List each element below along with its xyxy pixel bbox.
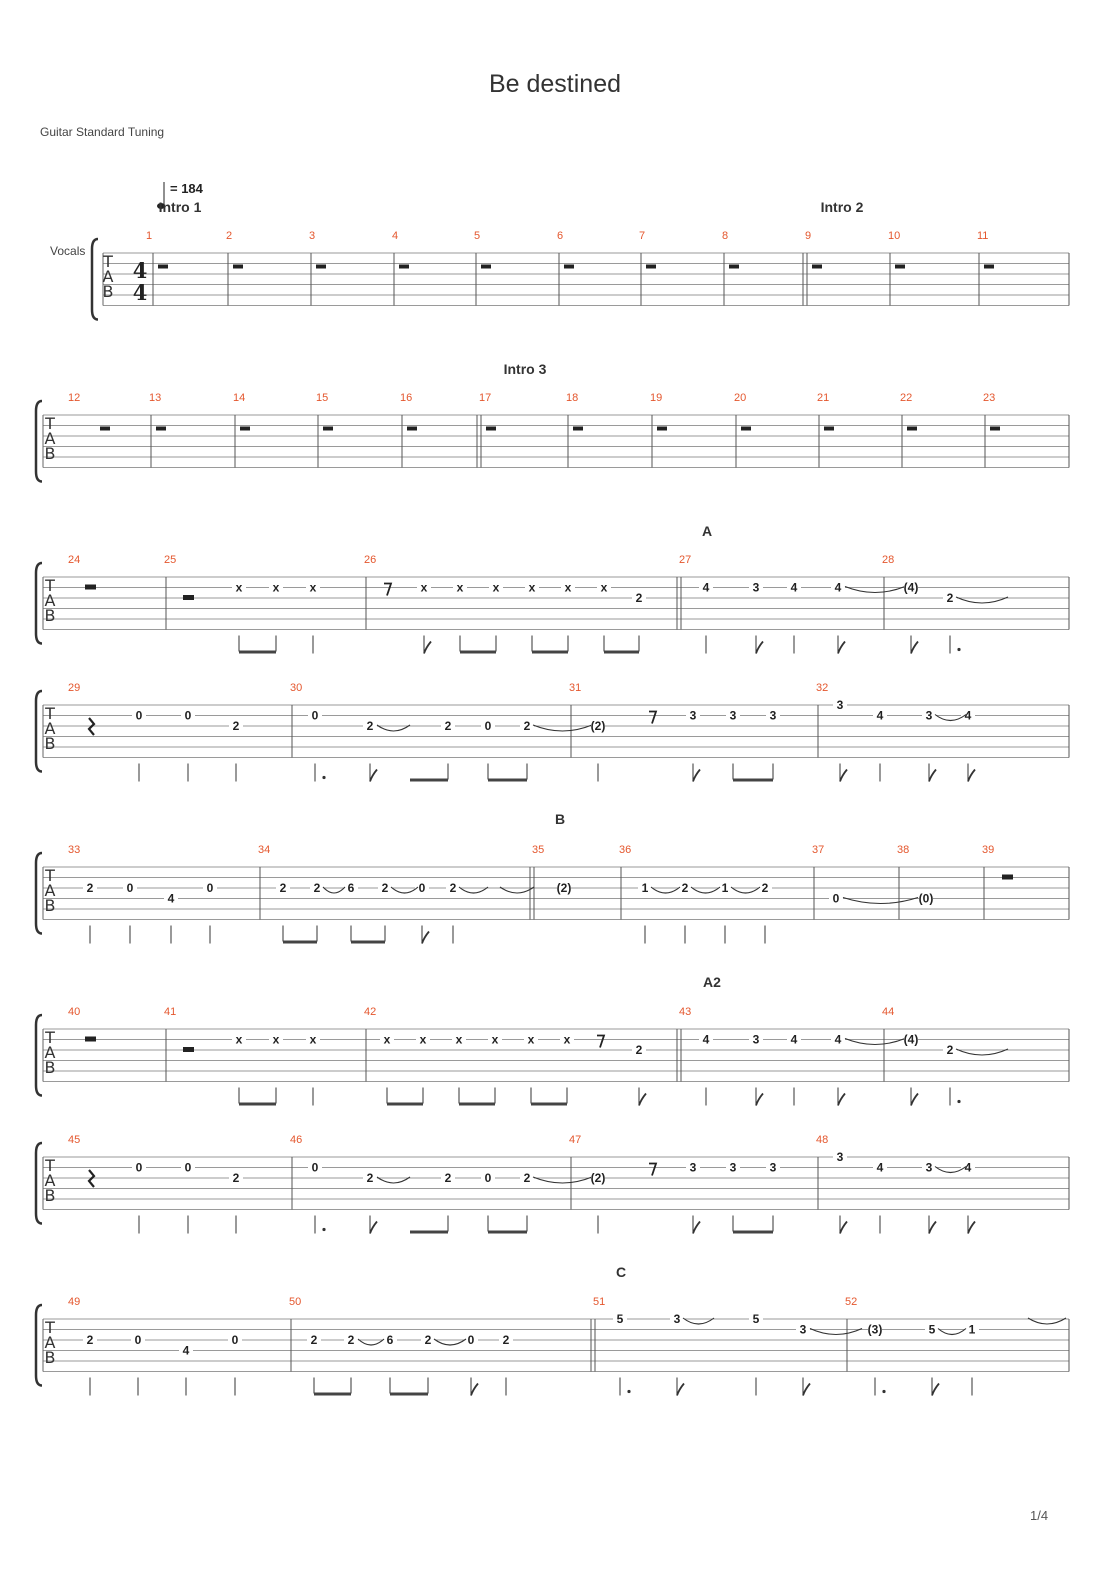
fret-number: x	[309, 580, 317, 595]
measure-number: 20	[734, 392, 747, 404]
whole-rest	[573, 427, 583, 431]
whole-rest	[481, 265, 491, 269]
section-marker: Intro 3	[503, 361, 547, 377]
tab-clef-letter: A	[44, 591, 56, 610]
fret-number: x	[272, 580, 280, 595]
system-bracket	[36, 691, 42, 772]
fret-number: 1	[641, 881, 649, 895]
tab-clef-letter: A	[44, 1043, 56, 1062]
eighth-rest	[597, 1036, 604, 1048]
dot	[322, 1228, 325, 1231]
eighth-flag	[424, 642, 431, 654]
fret-number: 3	[689, 708, 697, 723]
eighth-rest	[649, 712, 656, 724]
measure-number: 16	[400, 392, 413, 404]
beam	[531, 1103, 567, 1106]
tab-clef-letter: B	[44, 1348, 56, 1367]
measure-number: 9	[805, 230, 812, 242]
fret-number: 0	[418, 881, 426, 895]
fret-number: 0	[206, 881, 214, 895]
fret-number: 5	[928, 1322, 936, 1337]
measure-number: 8	[722, 230, 729, 242]
fret-number: 2	[347, 1333, 355, 1347]
whole-rest	[399, 265, 409, 269]
eighth-flag	[422, 932, 429, 944]
measure-number: 1	[146, 230, 153, 242]
fret-number: 2	[86, 1333, 94, 1347]
measure-number: 25	[164, 554, 177, 566]
measure-number: 27	[679, 554, 692, 566]
beam	[283, 941, 317, 944]
fret-number: 0	[126, 881, 134, 895]
tab-clef-letter: B	[44, 896, 56, 915]
measure-number: 17	[479, 392, 492, 404]
fret-number: 2	[946, 1043, 954, 1057]
measure-number: 35	[532, 844, 545, 856]
section-marker: Intro 2	[820, 199, 864, 215]
whole-rest	[407, 427, 417, 431]
system-bracket	[36, 1305, 42, 1386]
whole-rest	[100, 427, 110, 431]
measure-number: 15	[316, 392, 329, 404]
measure-number: 7	[639, 230, 646, 242]
eighth-flag	[756, 1094, 763, 1106]
fret-number: 2	[313, 881, 321, 895]
fret-number: 4	[790, 1032, 798, 1047]
measure-number: 12	[68, 392, 81, 404]
fret-number: 0	[231, 1333, 239, 1347]
system-bracket	[36, 1015, 42, 1096]
eighth-flag	[968, 770, 975, 782]
dot	[957, 1100, 960, 1103]
fret-number: 2	[635, 1043, 643, 1057]
measure-number: 50	[289, 1296, 302, 1308]
whole-rest	[907, 427, 917, 431]
fret-number: 0	[134, 1333, 142, 1347]
measure-number: 44	[882, 1006, 895, 1018]
fret-number: 2	[523, 1171, 531, 1185]
measure-number: 38	[897, 844, 910, 856]
measure-number: 24	[68, 554, 81, 566]
fret-number: 0	[135, 708, 143, 723]
measure-number: 18	[566, 392, 579, 404]
fret-number: x	[235, 580, 243, 595]
fret-number: x	[419, 1032, 427, 1047]
whole-rest	[240, 427, 250, 431]
eighth-flag	[929, 770, 936, 782]
whole-rest	[657, 427, 667, 431]
fret-number: x	[492, 580, 500, 595]
fret-number: 2	[366, 1171, 374, 1185]
measure-number: 4	[392, 230, 399, 242]
fret-number: 3	[836, 1150, 844, 1164]
eighth-flag	[968, 1222, 975, 1234]
fret-number: 0	[311, 708, 319, 723]
eighth-flag	[911, 1094, 918, 1106]
tab-clef-letter: B	[44, 1186, 56, 1205]
tab-clef-letter: A	[44, 1333, 56, 1352]
whole-rest	[646, 265, 656, 269]
measure-number: 30	[290, 682, 303, 694]
fret-number: (4)	[903, 1032, 919, 1047]
eighth-flag	[840, 770, 847, 782]
beam	[488, 1231, 527, 1234]
fret-number: 4	[964, 1160, 972, 1175]
eighth-flag	[838, 1094, 845, 1106]
whole-rest	[156, 427, 166, 431]
fret-number: 4	[790, 580, 798, 595]
fret-number: x	[383, 1032, 391, 1047]
fret-number: 3	[673, 1312, 681, 1326]
fret-number: 4	[834, 1032, 842, 1047]
fret-number: 4	[876, 1160, 884, 1175]
eighth-flag	[677, 1384, 684, 1396]
half-rest	[85, 585, 96, 590]
whole-rest	[233, 265, 243, 269]
fret-number: 2	[444, 1171, 452, 1185]
beam	[532, 651, 568, 654]
measure-number: 39	[982, 844, 995, 856]
fret-number: 4	[964, 708, 972, 723]
system-bracket	[92, 239, 98, 320]
fret-number: 0	[184, 708, 192, 723]
measure-number: 11	[977, 230, 989, 242]
fret-number: x	[456, 580, 464, 595]
fret-number: (2)	[590, 719, 606, 733]
section-marker: Intro 1	[158, 199, 202, 215]
tab-clef-letter: B	[44, 606, 56, 625]
fret-number: 0	[311, 1160, 319, 1175]
eighth-rest	[384, 584, 391, 596]
tab-clef-letter: T	[45, 414, 55, 433]
tab-clef-letter: A	[44, 1171, 56, 1190]
eighth-flag	[693, 770, 700, 782]
measure-number: 19	[650, 392, 663, 404]
whole-rest	[316, 265, 326, 269]
measure-number: 28	[882, 554, 895, 566]
fret-number: 5	[752, 1312, 760, 1326]
fret-number: 2	[635, 591, 643, 605]
measure-number: 51	[593, 1296, 606, 1308]
fret-number: 4	[834, 580, 842, 595]
eighth-flag	[471, 1384, 478, 1396]
fret-number: 2	[381, 881, 389, 895]
fret-number: x	[420, 580, 428, 595]
dot	[322, 776, 325, 779]
fret-number: (2)	[590, 1171, 606, 1185]
fret-number: 2	[232, 719, 240, 733]
fret-number: 2	[86, 881, 94, 895]
fret-number: 3	[769, 708, 777, 723]
measure-number: 22	[900, 392, 913, 404]
measure-number: 23	[983, 392, 996, 404]
measure-number: 52	[845, 1296, 858, 1308]
fret-number: x	[272, 1032, 280, 1047]
section-marker: A2	[703, 974, 721, 990]
beam	[390, 1393, 428, 1396]
beam	[239, 1103, 276, 1106]
fret-number: 3	[689, 1160, 697, 1175]
fret-number: 4	[702, 580, 710, 595]
fret-number: 3	[752, 1032, 760, 1047]
beam	[460, 651, 496, 654]
tab-clef-letter: B	[44, 734, 56, 753]
tab-clef-letter: T	[45, 1156, 55, 1175]
eighth-flag	[693, 1222, 700, 1234]
fret-number: x	[563, 1032, 571, 1047]
measure-number: 48	[816, 1134, 829, 1146]
fret-number: 5	[616, 1312, 624, 1326]
section-marker: C	[615, 1264, 627, 1280]
fret-number: 0	[832, 891, 840, 906]
whole-rest	[824, 427, 834, 431]
fret-number: x	[528, 580, 536, 595]
whole-rest	[158, 265, 168, 269]
measure-number: 29	[68, 682, 81, 694]
fret-number: 3	[729, 708, 737, 723]
measure-number: 10	[888, 230, 901, 242]
section-marker: B	[554, 811, 566, 827]
fret-number: 4	[876, 708, 884, 723]
tab-clef-letter: T	[45, 1318, 55, 1337]
measure-number: 21	[817, 392, 830, 404]
measure-number: 49	[68, 1296, 81, 1308]
fret-number: 2	[444, 719, 452, 733]
whole-rest	[741, 427, 751, 431]
half-rest	[183, 595, 194, 600]
eighth-flag	[370, 770, 377, 782]
measure-number: 47	[569, 1134, 582, 1146]
fret-number: 2	[449, 881, 457, 895]
beam	[314, 1393, 351, 1396]
fret-number: 2	[761, 881, 769, 895]
beam	[351, 941, 385, 944]
fret-number: x	[600, 580, 608, 595]
fret-number: x	[309, 1032, 317, 1047]
fret-number: 2	[279, 881, 287, 895]
dot	[627, 1390, 630, 1393]
eighth-flag	[639, 1094, 646, 1106]
time-signature-bottom: 4	[132, 280, 148, 305]
eighth-flag	[803, 1384, 810, 1396]
fret-number: 3	[729, 1160, 737, 1175]
tab-clef-letter: T	[45, 704, 55, 723]
fret-number: 2	[424, 1333, 432, 1347]
beam	[459, 1103, 495, 1106]
fret-number: 4	[167, 891, 175, 906]
fret-number: 6	[386, 1333, 394, 1347]
measure-number: 42	[364, 1006, 377, 1018]
tempo-marking: = 184	[170, 181, 203, 196]
measure-number: 26	[364, 554, 377, 566]
whole-rest	[729, 265, 739, 269]
tab-clef-letter: B	[44, 444, 56, 463]
tuning-label: Guitar Standard Tuning	[40, 125, 165, 139]
dot	[957, 648, 960, 651]
measure-number: 3	[309, 230, 316, 242]
half-rest	[183, 1047, 194, 1052]
fret-number: 3	[799, 1322, 807, 1337]
fret-number: x	[564, 580, 572, 595]
whole-rest	[984, 265, 994, 269]
whole-rest	[895, 265, 905, 269]
fret-number: 0	[184, 1160, 192, 1175]
beam	[733, 779, 773, 782]
fret-number: 3	[769, 1160, 777, 1175]
tab-clef-letter: B	[44, 1058, 56, 1077]
measure-number: 43	[679, 1006, 692, 1018]
fret-number: (4)	[903, 580, 919, 595]
measure-number: 5	[474, 230, 481, 242]
fret-number: 1	[721, 881, 729, 895]
eighth-flag	[840, 1222, 847, 1234]
beam	[733, 1231, 773, 1234]
tab-clef-letter: B	[102, 282, 114, 301]
fret-number: 0	[135, 1160, 143, 1175]
page-number: 1/4	[1030, 1508, 1049, 1523]
tab-clef-letter: T	[45, 1028, 55, 1047]
measure-number: 33	[68, 844, 81, 856]
tab-clef-letter: A	[44, 719, 56, 738]
time-signature-top: 4	[132, 258, 148, 283]
fret-number: 2	[366, 719, 374, 733]
fret-number: 3	[752, 580, 760, 595]
measure-number: 13	[149, 392, 162, 404]
fret-number: x	[235, 1032, 243, 1047]
whole-rest	[486, 427, 496, 431]
system-bracket	[36, 563, 42, 644]
fret-number: 0	[467, 1333, 475, 1347]
fret-number: (3)	[867, 1322, 883, 1337]
fret-number: 2	[502, 1333, 510, 1347]
eighth-flag	[929, 1222, 936, 1234]
measure-number: 46	[290, 1134, 303, 1146]
whole-rest	[812, 265, 822, 269]
beam	[604, 651, 639, 654]
dot	[882, 1390, 885, 1393]
tab-clef-letter: T	[45, 866, 55, 885]
system-bracket	[36, 401, 42, 482]
measure-number: 31	[569, 682, 582, 694]
measure-number: 45	[68, 1134, 81, 1146]
tab-clef-letter: A	[44, 881, 56, 900]
eighth-flag	[756, 642, 763, 654]
fret-number: 2	[310, 1333, 318, 1347]
eighth-flag	[911, 642, 918, 654]
eighth-flag	[838, 642, 845, 654]
whole-rest	[323, 427, 333, 431]
instrument-label: Vocals	[50, 244, 86, 258]
beam	[387, 1103, 423, 1106]
fret-number: (2)	[556, 881, 572, 895]
beam	[239, 651, 276, 654]
song-title: Be destined	[488, 70, 622, 98]
fret-number: 2	[232, 1171, 240, 1185]
eighth-flag	[370, 1222, 377, 1234]
fret-number: x	[455, 1032, 463, 1047]
measure-number: 2	[226, 230, 233, 242]
fret-number: 2	[681, 881, 689, 895]
measure-number: 40	[68, 1006, 81, 1018]
fret-number: 4	[182, 1343, 190, 1358]
measure-number: 36	[619, 844, 632, 856]
fret-number: 3	[836, 698, 844, 712]
fret-number: 6	[347, 881, 355, 895]
tab-clef-letter: A	[102, 267, 114, 286]
eighth-rest	[649, 1164, 656, 1176]
fret-number: 4	[702, 1032, 710, 1047]
whole-rest	[564, 265, 574, 269]
fret-number: 0	[484, 719, 492, 733]
fret-number: 3	[925, 1160, 933, 1175]
measure-number: 37	[812, 844, 825, 856]
tab-clef-letter: A	[44, 429, 56, 448]
measure-number: 6	[557, 230, 564, 242]
section-marker: A	[701, 523, 713, 539]
tab-clef-letter: T	[45, 576, 55, 595]
fret-number: (0)	[918, 891, 934, 906]
tab-clef-letter: T	[103, 252, 113, 271]
fret-number: 0	[484, 1171, 492, 1185]
measure-number: 14	[233, 392, 246, 404]
eighth-flag	[932, 1384, 939, 1396]
half-rest	[85, 1037, 96, 1042]
system-bracket	[36, 853, 42, 934]
fret-number: 2	[523, 719, 531, 733]
system-bracket	[36, 1143, 42, 1224]
beam	[488, 779, 527, 782]
measure-number: 34	[258, 844, 271, 856]
half-rest	[1002, 875, 1013, 880]
fret-number: x	[527, 1032, 535, 1047]
fret-number: x	[491, 1032, 499, 1047]
measure-number: 41	[164, 1006, 177, 1018]
beam	[410, 779, 448, 782]
fret-number: 3	[925, 708, 933, 723]
whole-rest	[990, 427, 1000, 431]
measure-number: 32	[816, 682, 829, 694]
fret-number: 1	[968, 1322, 976, 1337]
beam	[410, 1231, 448, 1234]
fret-number: 2	[946, 591, 954, 605]
